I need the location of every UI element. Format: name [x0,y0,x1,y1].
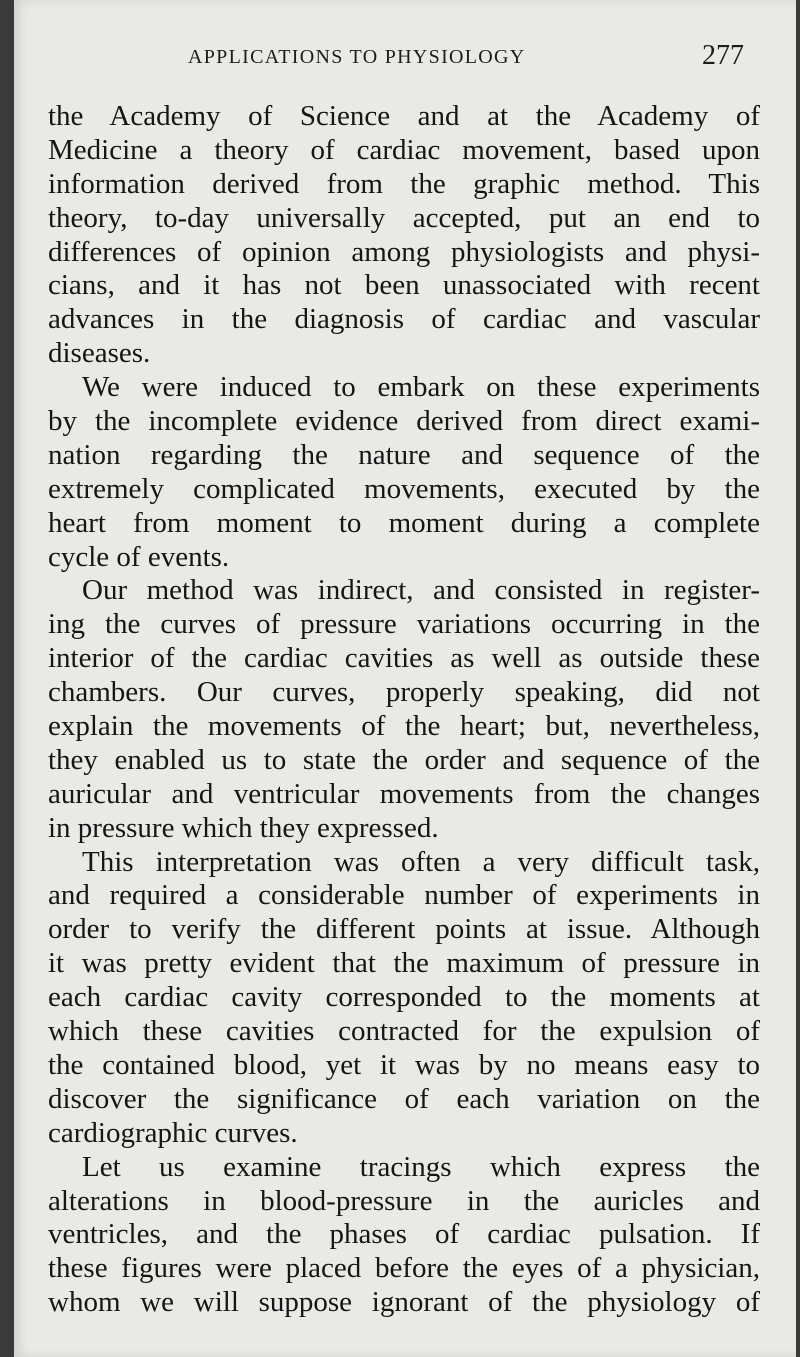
text-line: in pressure which they expressed. [48,811,439,844]
text-line: these figures were placed before the eyes of a physician, [48,1252,760,1285]
text-line: auricular and ventricular movements from the changes [48,777,760,810]
paragraph-start-line: We were induced to embark on these experiments [82,371,760,404]
text-line: differences of opinion among physiologists and physi- [48,235,760,268]
text-line: Medicine a theory of cardiac movement, based upon [48,133,760,166]
text-line: and required a considerable number of experiments in [48,879,760,912]
text-line: cardiographic curves. [48,1116,298,1149]
body-text [48,100,760,1320]
text-line: which these cavities contracted for the expulsion of [48,1015,760,1048]
text-line: each cardiac cavity corresponded to the moments at [48,981,760,1014]
page-number: 277 [702,40,744,71]
text-line: theory, to-day universally accepted, put an end to [48,201,760,234]
text-line: by the incomplete evidence derived from direct exami- [48,405,760,438]
text-line: chambers. Our curves, properly speaking, did not [48,676,760,709]
text-line: nation regarding the nature and sequence of the [48,438,760,471]
text-line: heart from moment to moment during a complete [48,506,760,539]
text-line: ing the curves of pressure variations occurring in the [48,608,760,641]
book-page [14,0,796,1357]
text-line: it was pretty evident that the maximum of pressure in [48,947,760,980]
text-line: order to verify the different points at issue. Although [48,913,760,946]
text-line: discover the significance of each variation on the [48,1082,760,1115]
text-line: diseases. [48,337,151,370]
text-line: the contained blood, yet it was by no means easy to [48,1048,760,1081]
text-line: the Academy of Science and at the Academy of [48,100,760,132]
running-title: APPLICATIONS TO PHYSIOLOGY [188,46,526,68]
page-header [14,38,796,78]
text-line: whom we will suppose ignorant of the physiology of [48,1286,760,1319]
text-line: cians, and it has not been unassociated with recent [48,269,760,302]
text-line: alterations in blood-pressure in the auricles and [48,1184,760,1217]
text-line: cycle of events. [48,540,230,573]
paragraph-start-line: Our method was indirect, and consisted in register- [82,574,760,607]
text-line: ventricles, and the phases of cardiac pulsation. If [48,1218,760,1251]
paragraph-start-line: This interpretation was often a very difficult task, [82,845,760,878]
text-line: explain the movements of the heart; but, nevertheless, [48,710,760,743]
paragraph-start-line: Let us examine tracings which express the [82,1150,760,1183]
text-line: advances in the diagnosis of cardiac and vascular [48,303,760,336]
text-line: extremely complicated movements, executed by the [48,472,760,505]
text-line: information derived from the graphic method. This [48,167,760,200]
text-line: interior of the cardiac cavities as well as outside these [48,642,760,675]
text-line: they enabled us to state the order and sequence of the [48,743,760,776]
